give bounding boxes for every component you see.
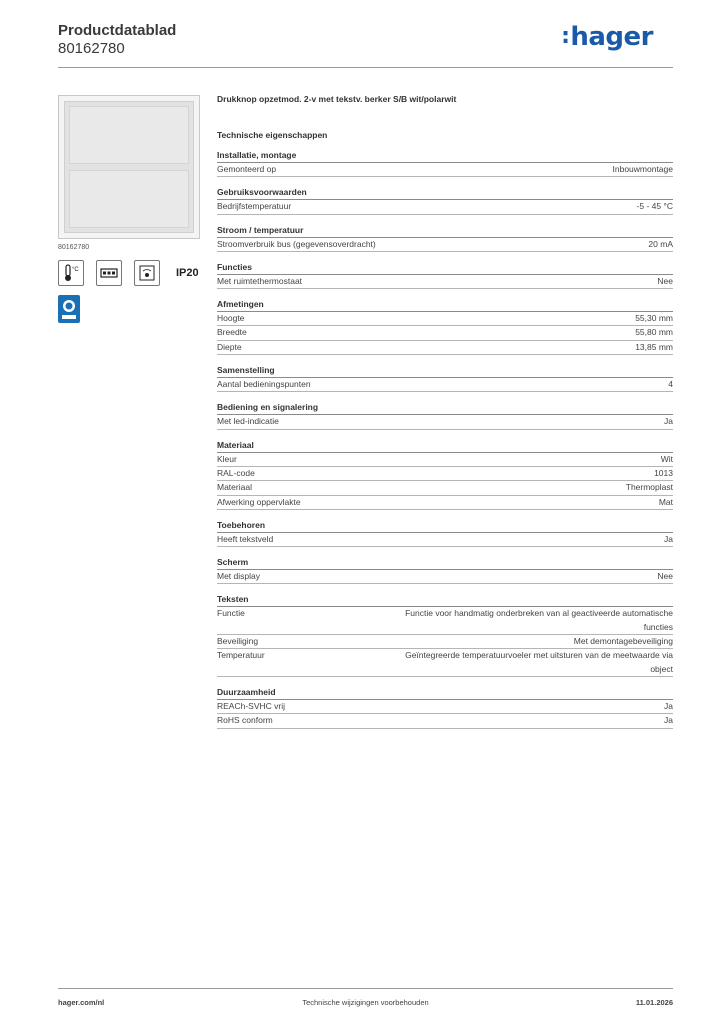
spec-label: Breedte xyxy=(217,327,247,338)
spec-section xyxy=(217,186,673,214)
hager-logo xyxy=(561,22,653,52)
switch-plate-graphic xyxy=(64,101,194,233)
spec-section xyxy=(217,401,673,429)
footer-divider xyxy=(58,988,673,989)
spec-label: Kleur xyxy=(217,453,237,464)
header-divider xyxy=(58,67,673,68)
spec-label: Met ruimtethermostaat xyxy=(217,275,303,286)
spec-value: Ja xyxy=(664,416,673,427)
spec-label: Diepte xyxy=(217,341,242,352)
temperature-icon xyxy=(58,260,84,286)
spec-label: Hoogte xyxy=(217,313,245,324)
spec-row xyxy=(217,453,673,467)
spec-value: 1013 xyxy=(654,467,673,478)
technical-properties-heading: Technische eigenschappen xyxy=(217,130,328,140)
product-media-column xyxy=(58,95,200,323)
spec-row xyxy=(217,481,673,495)
product-description: Drukknop opzetmod. 2-v met tekstv. berker S/B wit/polarwit xyxy=(217,94,457,104)
spec-row xyxy=(217,238,673,252)
section-title: Gebruiksvoorwaarden xyxy=(217,186,673,200)
section-title: Materiaal xyxy=(217,439,673,453)
sensor-icon xyxy=(134,260,160,286)
spec-section xyxy=(217,593,673,676)
spec-label: RAL-code xyxy=(217,467,255,478)
spec-value: Ja xyxy=(664,715,673,726)
spec-value: 13,85 mm xyxy=(635,341,673,352)
spec-row xyxy=(217,312,673,326)
section-title: Samenstelling xyxy=(217,364,673,378)
spec-section xyxy=(217,364,673,392)
spec-row xyxy=(217,275,673,289)
spec-row xyxy=(217,533,673,547)
feature-icons xyxy=(58,260,200,286)
spec-value: Ja xyxy=(664,700,673,711)
spec-label: Heeft tekstveld xyxy=(217,533,274,544)
spec-row xyxy=(217,467,673,481)
spec-label: Stroomverbruik bus (gegevensoverdracht) xyxy=(217,238,376,249)
spec-row xyxy=(217,635,673,649)
spec-value: Nee xyxy=(657,571,673,582)
spec-section xyxy=(217,519,673,547)
section-title: Functies xyxy=(217,261,673,275)
footer-website: hager.com/nl xyxy=(58,998,105,1007)
spec-row xyxy=(217,341,673,355)
spec-value: Met demontagebeveiliging xyxy=(573,636,673,647)
spec-value: -5 - 45 °C xyxy=(636,201,673,212)
section-title: Scherm xyxy=(217,556,673,570)
spec-value: Wit xyxy=(660,453,673,464)
section-title: Bediening en signalering xyxy=(217,401,673,415)
spec-label: Met led-indicatie xyxy=(217,416,279,427)
spec-value: Mat xyxy=(658,496,673,507)
spec-label: Functie xyxy=(217,608,245,619)
spec-row xyxy=(217,378,673,392)
spec-value: Inbouwmontage xyxy=(612,164,673,174)
spec-section xyxy=(217,686,673,729)
spec-label: Met display xyxy=(217,571,260,582)
image-caption: 80162780 xyxy=(58,244,90,251)
spec-row xyxy=(217,570,673,584)
spec-value: 55,80 mm xyxy=(635,327,673,338)
display-icon xyxy=(96,260,122,286)
spec-row xyxy=(217,415,673,429)
spec-sections xyxy=(217,149,673,729)
spec-label: REACh-SVHC vrij xyxy=(217,700,286,711)
spec-value: 4 xyxy=(668,379,673,390)
spec-label: Bedrijfstemperatuur xyxy=(217,201,292,212)
spec-value: Thermoplast xyxy=(625,482,673,493)
spec-label: Aantal bedieningspunten xyxy=(217,379,311,390)
spec-row xyxy=(217,700,673,714)
logo-dots-icon: : xyxy=(561,24,570,49)
spec-row xyxy=(217,714,673,728)
spec-row xyxy=(217,200,673,214)
spec-row xyxy=(217,163,673,177)
spec-section xyxy=(217,556,673,584)
spec-label: Temperatuur xyxy=(217,650,265,661)
product-number: 80162780 xyxy=(58,40,125,57)
spec-section xyxy=(217,149,673,177)
footer-disclaimer: Technische wijzigingen voorbehouden xyxy=(302,998,429,1007)
spec-row xyxy=(217,326,673,340)
spec-value: Geïntegreerde temperatuurvoeler met uitsturen van de meetwaarde via object xyxy=(405,650,673,674)
spec-row xyxy=(217,607,673,635)
page-header xyxy=(58,22,673,68)
technical-data xyxy=(217,93,673,729)
spec-row xyxy=(217,496,673,510)
spec-label: Afwerking oppervlakte xyxy=(217,496,301,507)
rocker-bottom-graphic xyxy=(69,170,189,228)
spec-label: Beveiliging xyxy=(217,636,259,647)
document-title: Productdatablad xyxy=(58,22,177,39)
section-title: Afmetingen xyxy=(217,298,673,312)
section-title: Stroom / temperatuur xyxy=(217,224,673,238)
section-title: Duurzaamheid xyxy=(217,686,673,700)
product-image xyxy=(58,95,200,239)
spec-value: Ja xyxy=(664,533,673,544)
spec-value: Functie voor handmatig onderbreken van al geactiveerde automatische functies xyxy=(405,608,673,632)
section-title: Teksten xyxy=(217,593,673,607)
spec-row xyxy=(217,649,673,677)
svg-text:°C: °C xyxy=(72,267,79,273)
logo-text: hager xyxy=(570,22,653,52)
section-title: Toebehoren xyxy=(217,519,673,533)
spec-label: Gemonteerd op xyxy=(217,164,277,174)
spec-section xyxy=(217,298,673,355)
spec-section xyxy=(217,224,673,252)
footer-date: 11.01.2026 xyxy=(635,998,673,1007)
ip20-icon: IP20 xyxy=(176,267,199,279)
section-title: Installatie, montage xyxy=(217,149,673,163)
spec-value: 20 mA xyxy=(648,238,673,249)
spec-value: 55,30 mm xyxy=(635,313,673,324)
spec-section xyxy=(217,439,673,510)
rocker-top-graphic xyxy=(69,106,189,164)
eco-label-icon xyxy=(58,295,80,323)
spec-section xyxy=(217,261,673,289)
spec-label: RoHS conform xyxy=(217,715,273,726)
spec-value: Nee xyxy=(657,275,673,286)
spec-label: Materiaal xyxy=(217,482,252,493)
